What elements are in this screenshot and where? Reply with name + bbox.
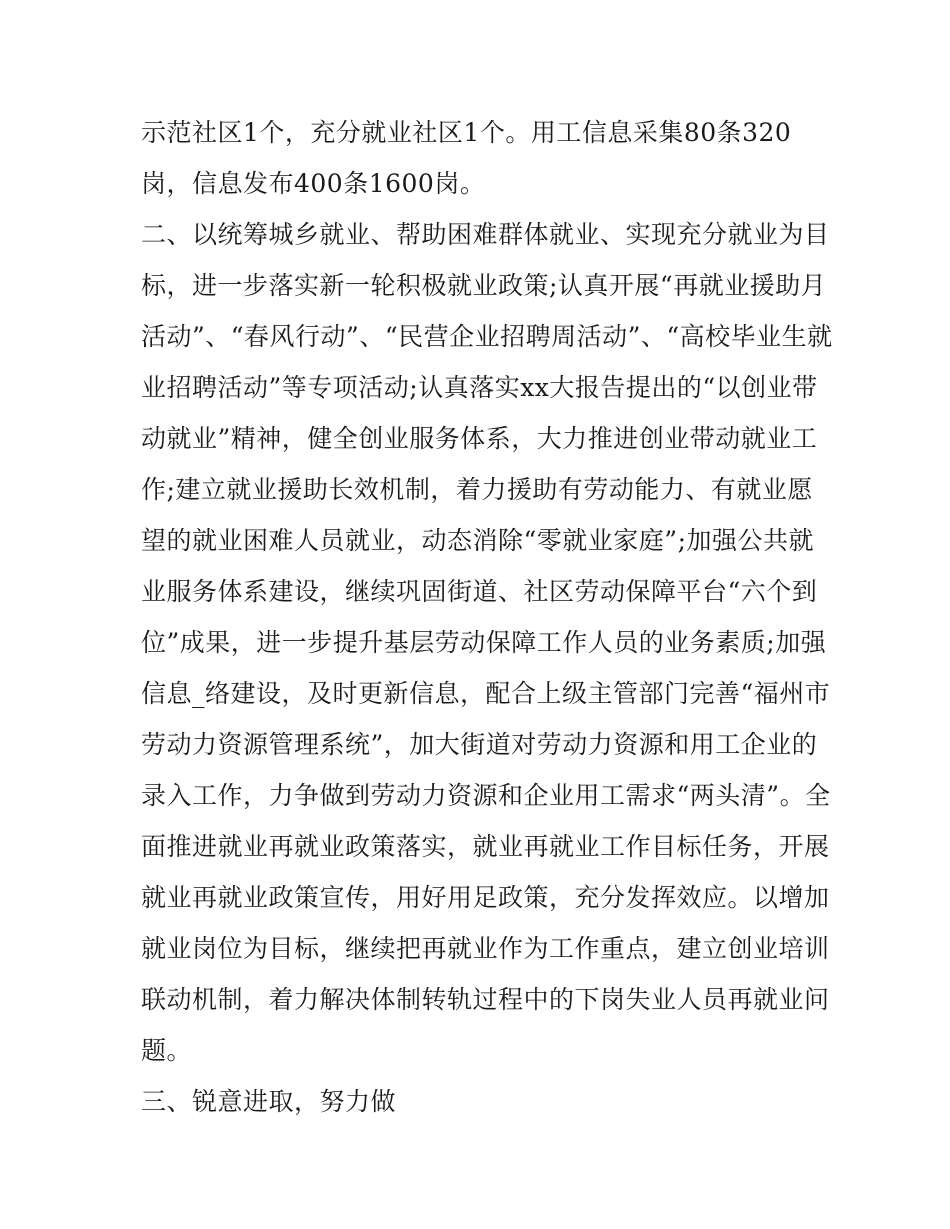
text-line: 位”成果，进一步提升基层劳动保障工作人员的业务素质;加强: [141, 628, 827, 657]
text-line: 题。: [141, 1036, 193, 1065]
text-line: 就业岗位为目标，继续把再就业作为工作重点，建立创业培训: [141, 934, 830, 963]
text-line: 业招聘活动”等专项活动;认真落实xx大报告提出的“以创业带: [141, 373, 818, 402]
text-line: 岗，信息发布400条1600岗。: [141, 169, 486, 198]
text-line: 标，进一步落实新一轮积极就业政策;认真开展“再就业援助月: [141, 271, 827, 300]
text-line: 联动机制，着力解决体制转轨过程中的下岗失业人员再就业问: [141, 985, 830, 1014]
text-line: 面推进就业再就业政策落实，就业再就业工作目标任务，开展: [141, 832, 830, 861]
section-heading-line: 二、以统筹城乡就业、帮助困难群体就业、实现充分就业为目: [141, 220, 830, 249]
text-line: 望的就业困难人员就业，动态消除“零就业家庭”;加强公共就: [141, 526, 814, 555]
section-heading-line: 三、锐意进取，努力做: [141, 1087, 397, 1116]
document-body: [141, 107, 833, 1127]
text-line: 就业再就业政策宣传，用好用足政策，充分发挥效应。以增加: [141, 883, 830, 912]
text-line: 录入工作，力争做到劳动力资源和企业用工需求“两头清”。全: [141, 781, 831, 810]
text-line: 动就业”精神，健全创业服务体系，大力推进创业带动就业工: [141, 424, 818, 453]
text-line: 示范社区1个，充分就业社区1个。用工信息采集80条320: [141, 118, 792, 147]
text-line: 业服务体系建设，继续巩固街道、社区劳动保障平台“六个到: [141, 577, 818, 606]
text-line: 劳动力资源管理系统”，加大街道对劳动力资源和用工企业的: [141, 730, 818, 759]
text-line: 信息_络建设，及时更新信息，配合上级主管部门完善“福州市: [141, 679, 831, 708]
text-line: 活动”、“春风行动”、“民营企业招聘周活动”、“高校毕业生就: [141, 322, 833, 351]
text-line: 作;建立就业援助长效机制，着力援助有劳动能力、有就业愿: [141, 475, 813, 504]
